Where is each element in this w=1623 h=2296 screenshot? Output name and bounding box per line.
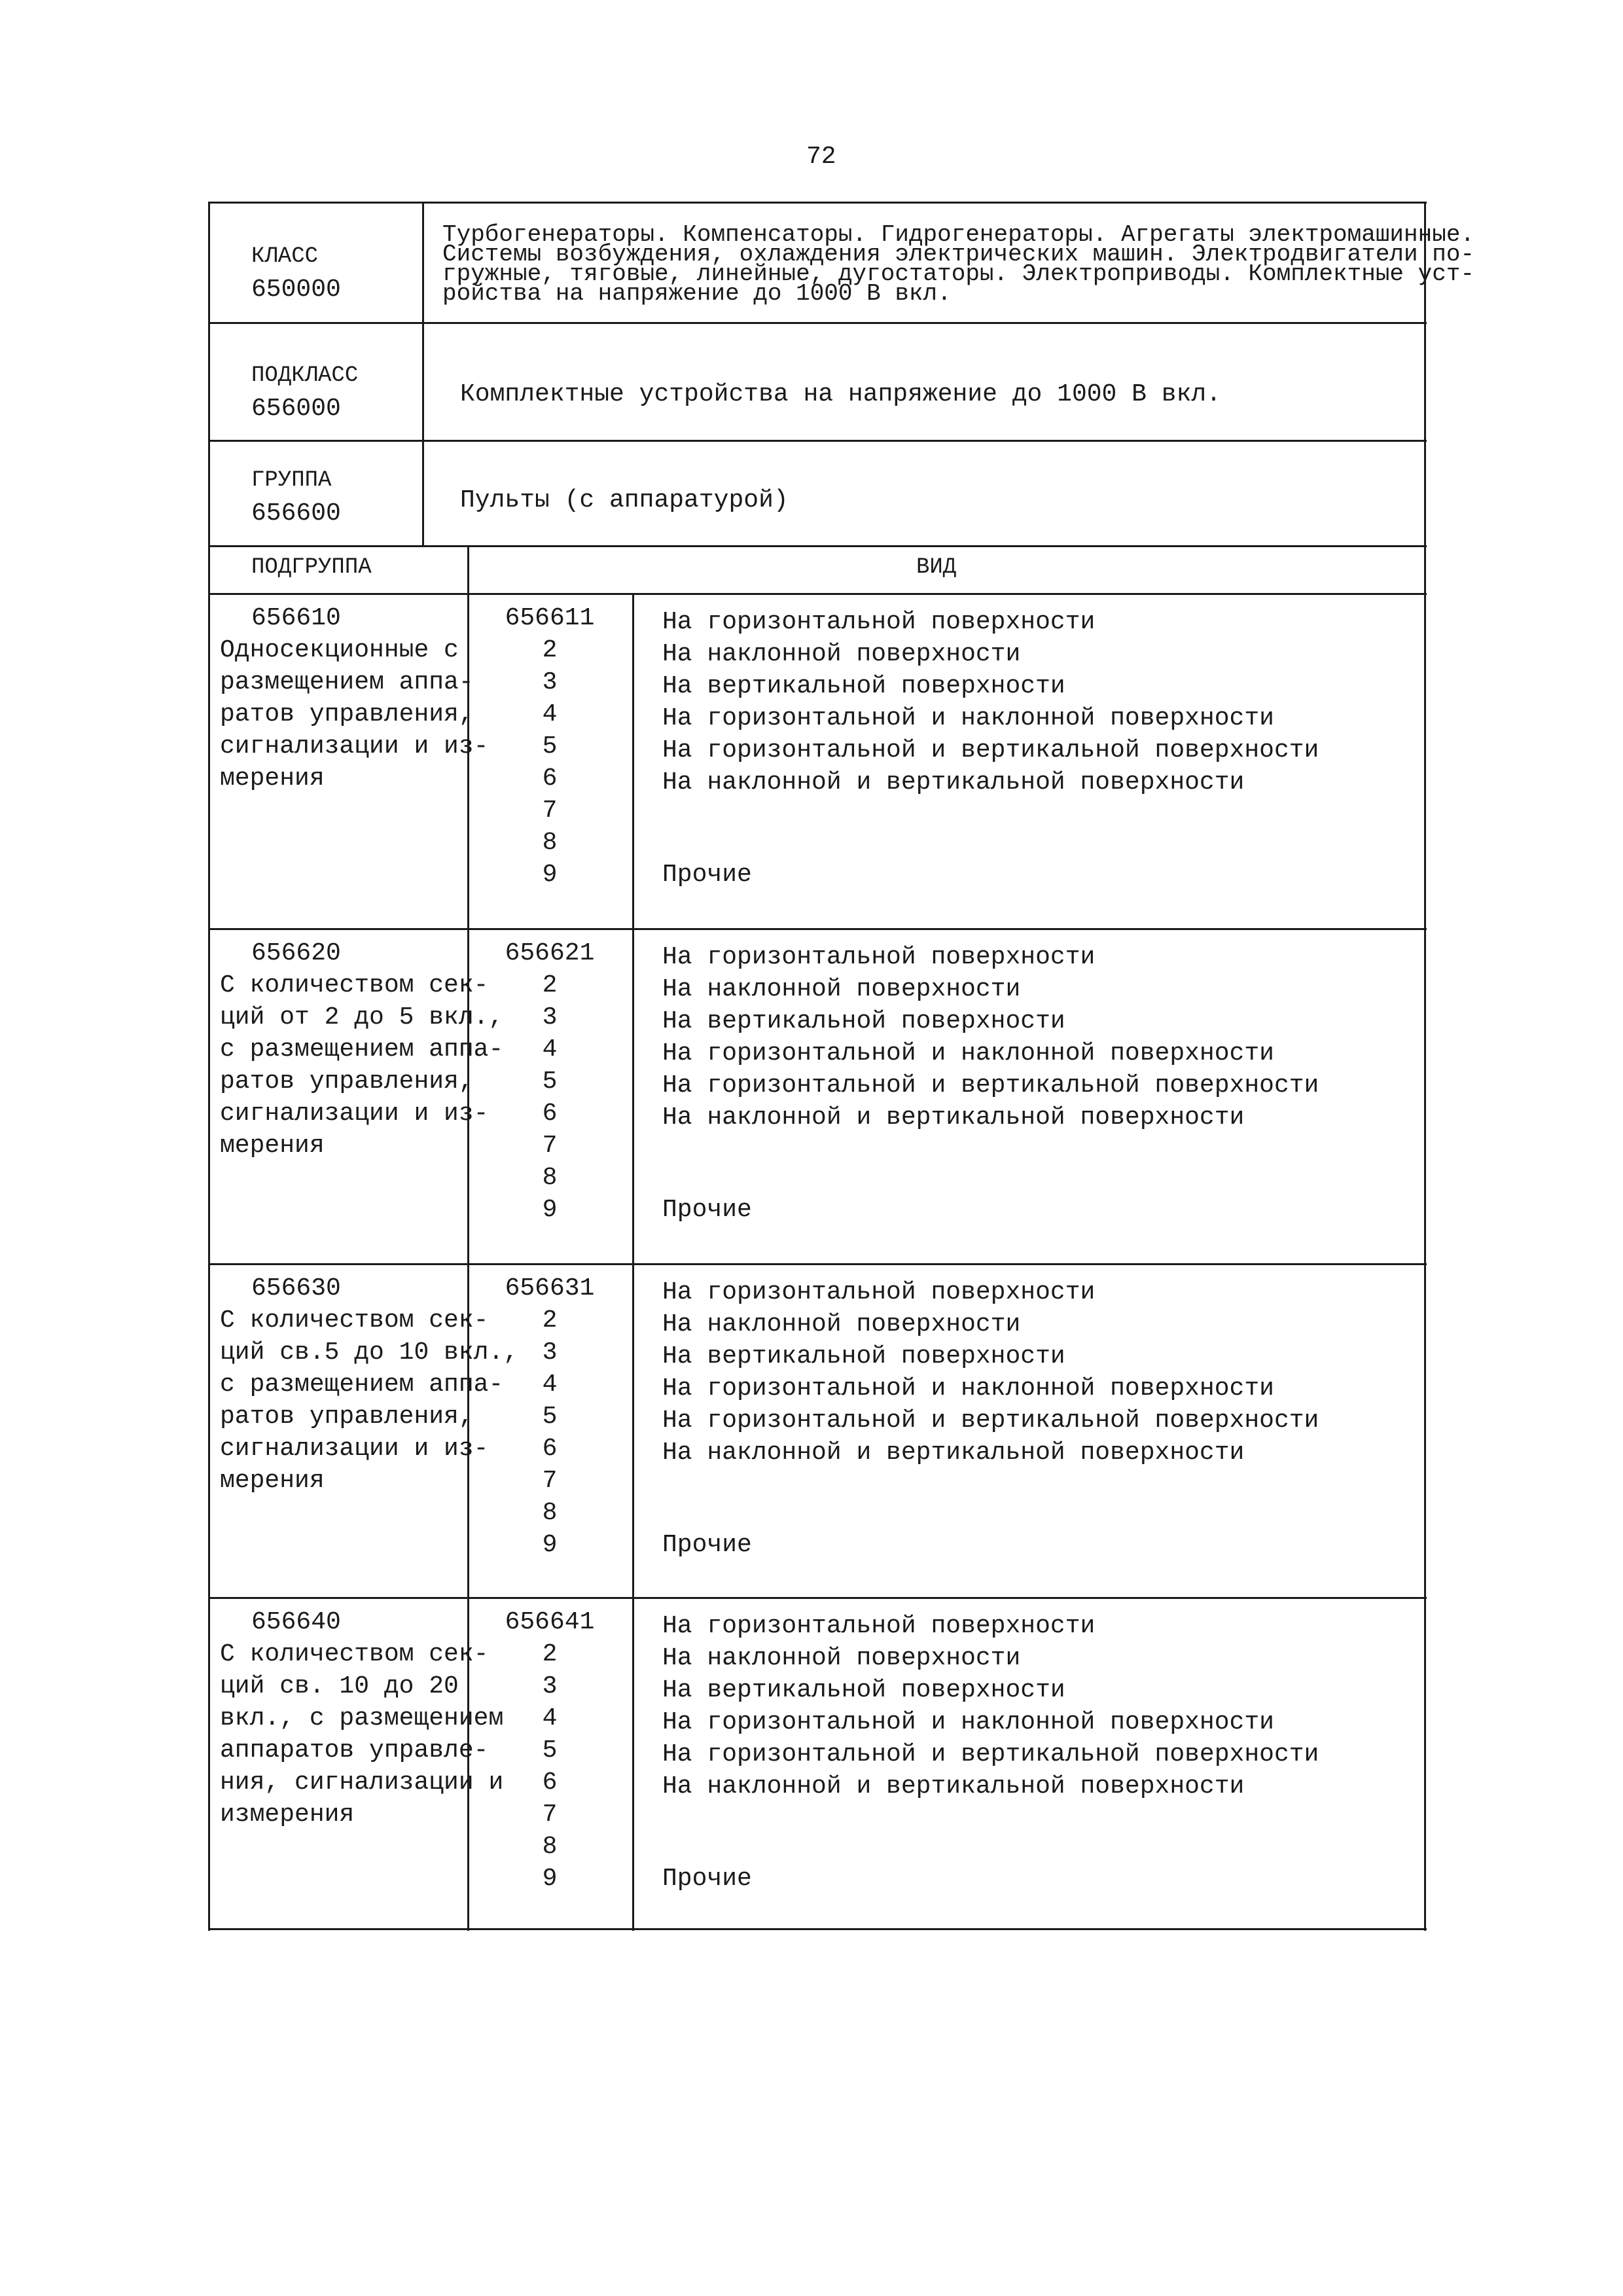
classification-table bbox=[208, 202, 1475, 1931]
divider-headers bbox=[208, 593, 1427, 595]
subgroup-desc-line: мерения bbox=[220, 1132, 325, 1160]
vid-code: 9 bbox=[542, 861, 558, 889]
vid-item: На наклонной поверхности bbox=[662, 975, 1021, 1003]
divider-label-column bbox=[422, 202, 424, 545]
gruppa-code: 656600 bbox=[251, 499, 341, 528]
vid-item: На наклонной и вертикальной поверхности bbox=[662, 1772, 1245, 1801]
vid-code: 3 bbox=[542, 1338, 558, 1367]
vid-code: 8 bbox=[542, 829, 558, 857]
vid-item: На наклонной поверхности bbox=[662, 1644, 1021, 1672]
podklass-description: Комплектные устройства на напряжение до 1000 В вкл. bbox=[460, 380, 1221, 408]
vid-item: На горизонтальной и наклонной поверхности bbox=[662, 1039, 1274, 1067]
subgroup-desc-line: ратов управления, bbox=[220, 700, 474, 728]
podklass-label: ПОДКЛАСС bbox=[251, 363, 359, 388]
klass-code: 650000 bbox=[251, 276, 341, 304]
subgroup-desc-line: С количеством сек- bbox=[220, 971, 489, 999]
vid-code: 7 bbox=[542, 1801, 558, 1829]
vid-item: На наклонной и вертикальной поверхности bbox=[662, 1103, 1245, 1132]
vid-code: 3 bbox=[542, 1003, 558, 1031]
divider-subgroup-3 bbox=[208, 1597, 1427, 1599]
subgroup-desc-line: аппаратов управле- bbox=[220, 1736, 489, 1765]
vid-item: На горизонтальной и наклонной поверхности bbox=[662, 1374, 1274, 1403]
vid-code: 9 bbox=[542, 1196, 558, 1224]
subgroup-desc-line: сигнализации и из- bbox=[220, 1435, 489, 1463]
vid-code: 8 bbox=[542, 1164, 558, 1192]
divider-klass bbox=[208, 322, 1427, 324]
header-podgruppa: ПОДГРУППА bbox=[251, 555, 372, 580]
vid-item: На вертикальной поверхности bbox=[662, 1676, 1065, 1704]
klass-description-line-3: гружные, тяговые, линейные, дугостаторы. Электроприводы. Комплектные уст- bbox=[442, 260, 1475, 287]
vid-item: Прочие bbox=[662, 1196, 752, 1224]
vid-code: 5 bbox=[542, 1736, 558, 1765]
subgroup-desc-line: Односекционные с bbox=[220, 636, 459, 664]
table-border-bottom bbox=[208, 1928, 1427, 1930]
vid-item: На горизонтальной и вертикальной поверхности bbox=[662, 736, 1319, 764]
vid-code: 5 bbox=[542, 732, 558, 761]
podklass-code: 656000 bbox=[251, 395, 341, 423]
subgroup-desc-line: мерения bbox=[220, 764, 325, 793]
vid-item: На наклонной и вертикальной поверхности bbox=[662, 1439, 1245, 1467]
vid-code: 4 bbox=[542, 1704, 558, 1732]
vid-item: На вертикальной поверхности bbox=[662, 672, 1065, 700]
divider-podklass bbox=[208, 440, 1427, 442]
vid-code: 8 bbox=[542, 1499, 558, 1527]
vid-code: 4 bbox=[542, 700, 558, 728]
vid-item: Прочие bbox=[662, 1531, 752, 1559]
vid-item: На наклонной поверхности bbox=[662, 640, 1021, 668]
vid-code: 7 bbox=[542, 797, 558, 825]
vid-code: 5 bbox=[542, 1067, 558, 1096]
divider-subgroup-1 bbox=[208, 928, 1427, 930]
subgroup-code: 656630 bbox=[251, 1274, 341, 1302]
subgroup-desc-line: с размещением аппа- bbox=[220, 1371, 504, 1399]
vid-item: Прочие bbox=[662, 861, 752, 889]
subgroup-desc-line: ния, сигнализации и bbox=[220, 1768, 504, 1797]
subgroup-desc-line: С количеством сек- bbox=[220, 1640, 489, 1668]
vid-code: 2 bbox=[542, 1306, 558, 1335]
subgroup-desc-line: измерения bbox=[220, 1801, 355, 1829]
page-number: 72 bbox=[806, 143, 836, 171]
vid-item: На горизонтальной поверхности bbox=[662, 608, 1096, 636]
subgroup-desc-line: сигнализации и из- bbox=[220, 1100, 489, 1128]
table-border-top bbox=[208, 202, 1427, 204]
klass-description-line-2: Системы возбуждения, охлаждения электрических машин. Электродвигатели по- bbox=[442, 241, 1475, 268]
vid-code: 7 bbox=[542, 1132, 558, 1160]
vid-item: На вертикальной поверхности bbox=[662, 1342, 1065, 1371]
vid-item: На горизонтальной и вертикальной поверхности bbox=[662, 1071, 1319, 1100]
vid-code: 2 bbox=[542, 1640, 558, 1668]
subgroup-desc-line: размещением аппа- bbox=[220, 668, 474, 696]
vid-item: На вертикальной поверхности bbox=[662, 1007, 1065, 1035]
vid-code: 6 bbox=[542, 1100, 558, 1128]
divider-subgroup-2 bbox=[208, 1263, 1427, 1265]
vid-code: 656631 bbox=[505, 1274, 595, 1302]
gruppa-description: Пульты (с аппаратурой) bbox=[460, 486, 789, 514]
header-vid: ВИД bbox=[916, 555, 957, 580]
subgroup-desc-line: сигнализации и из- bbox=[220, 732, 489, 761]
vid-code: 8 bbox=[542, 1833, 558, 1861]
vid-item: На горизонтальной и вертикальной поверхности bbox=[662, 1740, 1319, 1768]
divider-vid-column bbox=[632, 593, 634, 1931]
subgroup-code: 656610 bbox=[251, 604, 341, 632]
subgroup-desc-line: ратов управления, bbox=[220, 1403, 474, 1431]
vid-item: На горизонтальной и вертикальной поверхности bbox=[662, 1407, 1319, 1435]
table-border-left bbox=[208, 202, 210, 1931]
klass-label: КЛАСС bbox=[251, 244, 319, 269]
vid-code: 3 bbox=[542, 1672, 558, 1700]
table-border-right bbox=[1424, 202, 1426, 1931]
vid-code: 7 bbox=[542, 1467, 558, 1495]
subgroup-desc-line: С количеством сек- bbox=[220, 1306, 489, 1335]
vid-code: 656621 bbox=[505, 939, 595, 967]
vid-code: 2 bbox=[542, 636, 558, 664]
vid-item: Прочие bbox=[662, 1865, 752, 1893]
vid-code: 9 bbox=[542, 1865, 558, 1893]
divider-gruppa bbox=[208, 545, 1427, 547]
vid-item: На горизонтальной и наклонной поверхности bbox=[662, 1708, 1274, 1736]
subgroup-desc-line: ций св. 10 до 20 bbox=[220, 1672, 459, 1700]
vid-item: На горизонтальной поверхности bbox=[662, 943, 1096, 971]
subgroup-desc-line: ций св.5 до 10 вкл., bbox=[220, 1338, 519, 1367]
subgroup-code: 656620 bbox=[251, 939, 341, 967]
vid-code: 6 bbox=[542, 764, 558, 793]
vid-code: 9 bbox=[542, 1531, 558, 1559]
vid-code: 6 bbox=[542, 1768, 558, 1797]
klass-description-line-1: Турбогенераторы. Компенсаторы. Гидрогенераторы. Агрегаты электромашинные. bbox=[442, 221, 1475, 248]
vid-code: 656641 bbox=[505, 1608, 595, 1636]
vid-code: 2 bbox=[542, 971, 558, 999]
subgroup-code: 656640 bbox=[251, 1608, 341, 1636]
gruppa-label: ГРУППА bbox=[251, 468, 332, 493]
vid-item: На горизонтальной и наклонной поверхности bbox=[662, 704, 1274, 732]
vid-code: 6 bbox=[542, 1435, 558, 1463]
subgroup-desc-line: ций от 2 до 5 вкл., bbox=[220, 1003, 504, 1031]
vid-code: 5 bbox=[542, 1403, 558, 1431]
vid-code: 4 bbox=[542, 1371, 558, 1399]
vid-item: На горизонтальной поверхности bbox=[662, 1612, 1096, 1640]
vid-code: 656611 bbox=[505, 604, 595, 632]
vid-item: На наклонной и вертикальной поверхности bbox=[662, 768, 1245, 797]
subgroup-desc-line: с размещением аппа- bbox=[220, 1035, 504, 1064]
klass-description-line-4: ройства на напряжение до 1000 В вкл. bbox=[442, 280, 952, 307]
subgroup-desc-line: вкл., с размещением bbox=[220, 1704, 504, 1732]
subgroup-desc-line: мерения bbox=[220, 1467, 325, 1495]
subgroup-desc-line: ратов управления, bbox=[220, 1067, 474, 1096]
vid-item: На наклонной поверхности bbox=[662, 1310, 1021, 1338]
vid-code: 4 bbox=[542, 1035, 558, 1064]
vid-code: 3 bbox=[542, 668, 558, 696]
vid-item: На горизонтальной поверхности bbox=[662, 1278, 1096, 1306]
